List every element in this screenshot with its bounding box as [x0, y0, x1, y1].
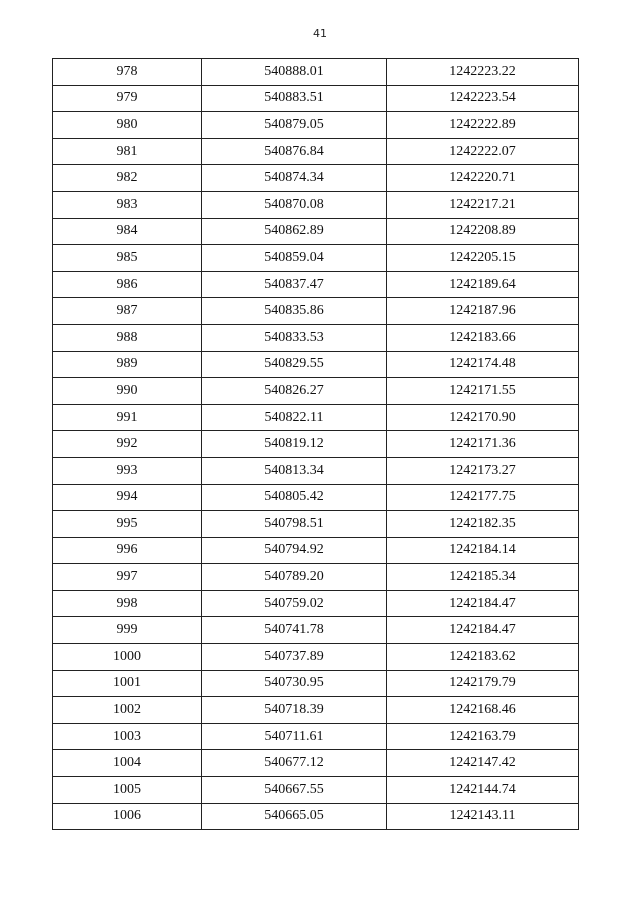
point-number-cell: 985 [53, 245, 202, 272]
x-coordinate-cell: 540859.04 [202, 245, 387, 272]
table-row [53, 803, 579, 830]
x-coordinate-cell: 540833.53 [202, 324, 387, 351]
point-number-cell: 993 [53, 457, 202, 484]
point-number-cell: 1004 [53, 750, 202, 777]
coordinates-table-body [53, 59, 579, 830]
table-row [53, 697, 579, 724]
table-row [53, 351, 579, 378]
point-number-cell: 988 [53, 324, 202, 351]
x-coordinate-cell: 540835.86 [202, 298, 387, 325]
point-number-cell: 1002 [53, 697, 202, 724]
point-number-cell: 979 [53, 85, 202, 112]
y-coordinate-cell: 1242187.96 [387, 298, 579, 325]
x-coordinate-cell: 540837.47 [202, 271, 387, 298]
y-coordinate-cell: 1242168.46 [387, 697, 579, 724]
y-coordinate-cell: 1242217.21 [387, 191, 579, 218]
x-coordinate-cell: 540718.39 [202, 697, 387, 724]
x-coordinate-cell: 540789.20 [202, 564, 387, 591]
y-coordinate-cell: 1242147.42 [387, 750, 579, 777]
table-row [53, 298, 579, 325]
point-number-cell: 981 [53, 138, 202, 165]
table-row [53, 590, 579, 617]
y-coordinate-cell: 1242205.15 [387, 245, 579, 272]
y-coordinate-cell: 1242171.55 [387, 378, 579, 405]
table-row [53, 644, 579, 671]
x-coordinate-cell: 540805.42 [202, 484, 387, 511]
y-coordinate-cell: 1242189.64 [387, 271, 579, 298]
point-number-cell: 996 [53, 537, 202, 564]
table-row [53, 511, 579, 538]
table-row [53, 484, 579, 511]
y-coordinate-cell: 1242223.22 [387, 59, 579, 86]
y-coordinate-cell: 1242182.35 [387, 511, 579, 538]
point-number-cell: 1000 [53, 644, 202, 671]
x-coordinate-cell: 540870.08 [202, 191, 387, 218]
x-coordinate-cell: 540829.55 [202, 351, 387, 378]
y-coordinate-cell: 1242220.71 [387, 165, 579, 192]
x-coordinate-cell: 540667.55 [202, 777, 387, 804]
y-coordinate-cell: 1242163.79 [387, 723, 579, 750]
x-coordinate-cell: 540862.89 [202, 218, 387, 245]
x-coordinate-cell: 540665.05 [202, 803, 387, 830]
point-number-cell: 994 [53, 484, 202, 511]
table-row [53, 271, 579, 298]
y-coordinate-cell: 1242171.36 [387, 431, 579, 458]
point-number-cell: 998 [53, 590, 202, 617]
x-coordinate-cell: 540876.84 [202, 138, 387, 165]
x-coordinate-cell: 540888.01 [202, 59, 387, 86]
x-coordinate-cell: 540883.51 [202, 85, 387, 112]
table-row [53, 191, 579, 218]
table-row [53, 85, 579, 112]
y-coordinate-cell: 1242184.14 [387, 537, 579, 564]
point-number-cell: 980 [53, 112, 202, 139]
x-coordinate-cell: 540826.27 [202, 378, 387, 405]
point-number-cell: 992 [53, 431, 202, 458]
x-coordinate-cell: 540813.34 [202, 457, 387, 484]
y-coordinate-cell: 1242144.74 [387, 777, 579, 804]
table-row [53, 750, 579, 777]
point-number-cell: 1003 [53, 723, 202, 750]
y-coordinate-cell: 1242222.07 [387, 138, 579, 165]
x-coordinate-cell: 540730.95 [202, 670, 387, 697]
point-number-cell: 1001 [53, 670, 202, 697]
table-row [53, 165, 579, 192]
table-row [53, 723, 579, 750]
x-coordinate-cell: 540741.78 [202, 617, 387, 644]
x-coordinate-cell: 540711.61 [202, 723, 387, 750]
y-coordinate-cell: 1242183.62 [387, 644, 579, 671]
point-number-cell: 978 [53, 59, 202, 86]
point-number-cell: 987 [53, 298, 202, 325]
table-row [53, 112, 579, 139]
y-coordinate-cell: 1242222.89 [387, 112, 579, 139]
y-coordinate-cell: 1242185.34 [387, 564, 579, 591]
table-row [53, 670, 579, 697]
table-row [53, 138, 579, 165]
table-row [53, 404, 579, 431]
point-number-cell: 990 [53, 378, 202, 405]
x-coordinate-cell: 540822.11 [202, 404, 387, 431]
point-number-cell: 999 [53, 617, 202, 644]
point-number-cell: 1005 [53, 777, 202, 804]
point-number-cell: 989 [53, 351, 202, 378]
point-number-cell: 983 [53, 191, 202, 218]
point-number-cell: 991 [53, 404, 202, 431]
page-number: 41 [313, 27, 327, 40]
y-coordinate-cell: 1242170.90 [387, 404, 579, 431]
point-number-cell: 1006 [53, 803, 202, 830]
table-row [53, 59, 579, 86]
table-row [53, 777, 579, 804]
y-coordinate-cell: 1242143.11 [387, 803, 579, 830]
x-coordinate-cell: 540874.34 [202, 165, 387, 192]
table-row [53, 537, 579, 564]
table-row [53, 564, 579, 591]
y-coordinate-cell: 1242183.66 [387, 324, 579, 351]
y-coordinate-cell: 1242173.27 [387, 457, 579, 484]
table-row [53, 457, 579, 484]
table-row [53, 378, 579, 405]
y-coordinate-cell: 1242208.89 [387, 218, 579, 245]
y-coordinate-cell: 1242177.75 [387, 484, 579, 511]
coordinates-table [52, 58, 579, 830]
table-row [53, 245, 579, 272]
y-coordinate-cell: 1242223.54 [387, 85, 579, 112]
table-row [53, 617, 579, 644]
point-number-cell: 986 [53, 271, 202, 298]
y-coordinate-cell: 1242179.79 [387, 670, 579, 697]
x-coordinate-cell: 540677.12 [202, 750, 387, 777]
y-coordinate-cell: 1242184.47 [387, 590, 579, 617]
table-row [53, 218, 579, 245]
x-coordinate-cell: 540794.92 [202, 537, 387, 564]
x-coordinate-cell: 540759.02 [202, 590, 387, 617]
x-coordinate-cell: 540737.89 [202, 644, 387, 671]
point-number-cell: 984 [53, 218, 202, 245]
x-coordinate-cell: 540879.05 [202, 112, 387, 139]
x-coordinate-cell: 540798.51 [202, 511, 387, 538]
point-number-cell: 982 [53, 165, 202, 192]
x-coordinate-cell: 540819.12 [202, 431, 387, 458]
table-row [53, 324, 579, 351]
table-row [53, 431, 579, 458]
point-number-cell: 997 [53, 564, 202, 591]
y-coordinate-cell: 1242174.48 [387, 351, 579, 378]
point-number-cell: 995 [53, 511, 202, 538]
y-coordinate-cell: 1242184.47 [387, 617, 579, 644]
